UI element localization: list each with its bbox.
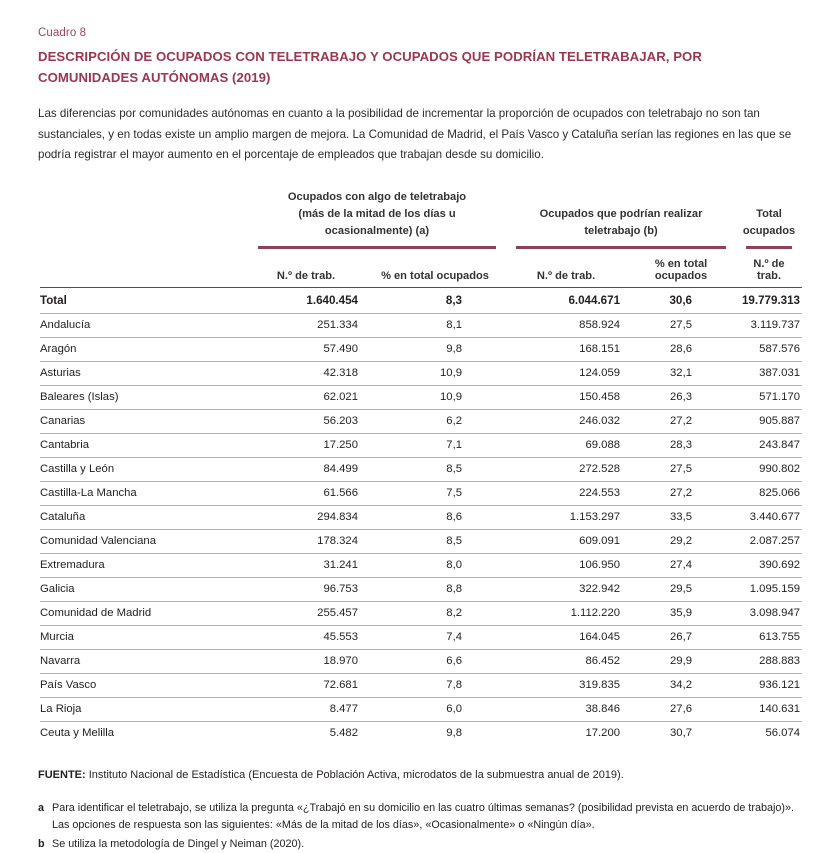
- cell-n-trab-1: 61.566: [248, 481, 364, 505]
- cell-total-ocupados: 3.098.947: [736, 601, 802, 625]
- cell-n-trab-1: 84.499: [248, 457, 364, 481]
- cell-n-trab-2: 246.032: [506, 409, 626, 433]
- cell-pct-2: 27,4: [626, 553, 736, 577]
- group-header-teletrabajo-potencial: [506, 183, 736, 254]
- table-row: [40, 577, 802, 601]
- cell-pct-1: 8,8: [364, 577, 506, 601]
- table-row: [40, 337, 802, 361]
- cell-n-trab-2: 272.528: [506, 457, 626, 481]
- cell-n-trab-1: 56.203: [248, 409, 364, 433]
- cell-total-ocupados: 56.074: [765, 727, 801, 740]
- row-label: Ceuta y Melilla: [40, 727, 115, 740]
- table-notes: [38, 767, 810, 853]
- cell-pct-1: 7,8: [364, 673, 506, 697]
- cell-n-trab-2: 322.942: [506, 577, 626, 601]
- row-label: Castilla-La Mancha: [40, 481, 248, 505]
- table-row: [40, 385, 802, 409]
- cell-n-trab-1: 178.324: [248, 529, 364, 553]
- cell-n-trab-1: 255.457: [248, 601, 364, 625]
- footnote-marker: b: [38, 837, 45, 850]
- cell-n-trab-2: 17.200: [585, 727, 621, 740]
- group-header-line2: teletrabajo (b): [584, 224, 658, 237]
- row-label: Extremadura: [40, 553, 248, 577]
- cell-pct-2: 30,7: [670, 727, 693, 740]
- cell-n-trab-2: 1.153.297: [506, 505, 626, 529]
- page-title: DESCRIPCIÓN DE OCUPADOS CON TELETRABAJO Y OCUPADOS QUE PODRÍAN TELETRABAJAR, POR COMUNIDADES AUTÓNOMAS (2019): [38, 48, 702, 85]
- data-table: [40, 183, 802, 745]
- row-label: Galicia: [40, 577, 248, 601]
- cell-pct-1: 8,1: [364, 313, 506, 337]
- column-header-row: [40, 254, 802, 288]
- cell-n-trab-2: 224.553: [506, 481, 626, 505]
- table-row: [40, 481, 802, 505]
- column-header-pct-2: % en total ocupados: [626, 254, 736, 288]
- cell-n-trab-1: 17.250: [248, 433, 364, 457]
- cell-pct-1: 8,6: [364, 505, 506, 529]
- cell-total-ocupados: 571.170: [736, 385, 802, 409]
- cell-total-ocupados: 387.031: [736, 361, 802, 385]
- footnote-text: Para identificar el teletrabajo, se utiliza la pregunta «¿Trabajó en su domicilio en las cuatro últimas semanas? (posibilidad prevista en acuerdo de trabajo)». Las opciones de respuesta son las siguientes: «Más de la mitad de los días», «Ocasionalmente» o «Ningún día».: [52, 801, 794, 832]
- cell-pct-2: 33,5: [626, 505, 736, 529]
- cell-pct-2: 29,2: [626, 529, 736, 553]
- cell-total-ocupados: 288.883: [736, 649, 802, 673]
- group-header-teletrabajo-actual: [248, 183, 506, 254]
- column-header-pct-1: % en total ocupados: [364, 254, 506, 288]
- cell-n-trab-2: 106.950: [506, 553, 626, 577]
- cell-n-trab-1: 1.640.454: [248, 287, 364, 313]
- cell-pct-2: 30,6: [626, 287, 736, 313]
- cell-n-trab-2: 6.044.671: [506, 287, 626, 313]
- cell-n-trab-1: 8.477: [248, 697, 364, 721]
- cell-total-ocupados: 613.755: [736, 625, 802, 649]
- source-text: Instituto Nacional de Estadística (Encuesta de Población Activa, microdatos de la submuestra anual de 2019).: [88, 768, 624, 781]
- cell-total-ocupados: 1.095.159: [736, 577, 802, 601]
- cell-n-trab-1: 45.553: [248, 625, 364, 649]
- cell-pct-1: 9,8: [446, 727, 463, 740]
- table-row: [40, 361, 802, 385]
- table-head: [40, 183, 802, 287]
- row-label: Andalucía: [40, 313, 248, 337]
- cell-pct-2: 32,1: [626, 361, 736, 385]
- column-header-n-trab-total: N.º de trab.: [736, 254, 802, 288]
- cell-n-trab-2: 609.091: [506, 529, 626, 553]
- cell-n-trab-1: 5.482: [329, 727, 358, 740]
- cell-n-trab-1: 294.834: [248, 505, 364, 529]
- cell-pct-1: 7,5: [364, 481, 506, 505]
- group-rule: [746, 246, 792, 249]
- cell-n-trab-2: 69.088: [506, 433, 626, 457]
- cell-n-trab-2: 124.059: [506, 361, 626, 385]
- row-label: Baleares (Islas): [40, 385, 248, 409]
- cell-pct-1: 6,0: [364, 697, 506, 721]
- cell-pct-2: 27,2: [626, 481, 736, 505]
- row-label: Total: [40, 287, 248, 313]
- group-header-line1: Ocupados que podrían realizar: [539, 208, 703, 221]
- table-number-label: Cuadro 8: [38, 27, 87, 39]
- cell-n-trab-2: 164.045: [506, 625, 626, 649]
- footnote-a: [38, 800, 810, 835]
- cell-pct-1: 8,5: [364, 457, 506, 481]
- row-label: Cantabria: [40, 433, 248, 457]
- cell-n-trab-1: 57.490: [248, 337, 364, 361]
- cell-total-ocupados: 825.066: [736, 481, 802, 505]
- table-row: [40, 697, 802, 721]
- cell-n-trab-2: 168.151: [506, 337, 626, 361]
- row-label: Canarias: [40, 409, 248, 433]
- cell-n-trab-1: 251.334: [248, 313, 364, 337]
- cell-total-ocupados: 3.119.737: [736, 313, 802, 337]
- footnote-b: [38, 836, 810, 853]
- cell-total-ocupados: 2.087.257: [736, 529, 802, 553]
- footnote-marker: a: [38, 801, 45, 814]
- cell-n-trab-1: 96.753: [248, 577, 364, 601]
- cell-n-trab-1: 18.970: [248, 649, 364, 673]
- row-label: Aragón: [40, 337, 248, 361]
- cell-pct-1: 8,0: [364, 553, 506, 577]
- cell-pct-1: 9,8: [364, 337, 506, 361]
- group-rule: [516, 246, 726, 249]
- row-label: País Vasco: [40, 673, 248, 697]
- table-row: [40, 433, 802, 457]
- cell-pct-1: 6,6: [364, 649, 506, 673]
- row-label: Asturias: [40, 361, 248, 385]
- group-header-line2: (más de la mitad de los días u ocasionalmente) (a): [298, 208, 456, 237]
- cell-pct-1: 10,9: [364, 361, 506, 385]
- cell-n-trab-2: 150.458: [506, 385, 626, 409]
- cell-total-ocupados: 390.692: [736, 553, 802, 577]
- cell-pct-2: 28,6: [626, 337, 736, 361]
- source-note: [38, 767, 810, 785]
- cell-pct-1: 8,2: [364, 601, 506, 625]
- cell-pct-2: 34,2: [626, 673, 736, 697]
- group-header-line1: Ocupados con algo de teletrabajo: [287, 191, 467, 204]
- cell-total-ocupados: 587.576: [736, 337, 802, 361]
- cell-pct-2: 29,5: [626, 577, 736, 601]
- cell-pct-2: 29,9: [626, 649, 736, 673]
- cell-n-trab-1: 31.241: [248, 553, 364, 577]
- row-label: Castilla y León: [40, 457, 248, 481]
- cell-pct-2: 35,9: [626, 601, 736, 625]
- table-row: [40, 409, 802, 433]
- table-row: [40, 505, 802, 529]
- row-label: La Rioja: [40, 697, 248, 721]
- cell-n-trab-1: 62.021: [248, 385, 364, 409]
- cell-pct-1: 7,1: [364, 433, 506, 457]
- intro-paragraph: Las diferencias por comunidades autónomas en cuanto a la posibilidad de incrementar la proporción de ocupados con teletrabajo no son tan sustanciales, y en todas existe un amplio margen de mejora. La Comunidad de Madrid, el País Vasco y Cataluña serían las regiones en las que se podría registrar el mayor aumento en el porcentaje de empleados que trabajan desde su domicilio.: [38, 107, 792, 162]
- cell-n-trab-2: 319.835: [506, 673, 626, 697]
- table-row: [40, 553, 802, 577]
- table-row: [40, 625, 802, 649]
- data-table-wrapper: [40, 183, 802, 745]
- cell-n-trab-2: 38.846: [506, 697, 626, 721]
- footnote-text: Se utiliza la metodología de Dingel y Neiman (2020).: [52, 837, 305, 850]
- row-label: Cataluña: [40, 505, 248, 529]
- cell-pct-2: 27,5: [626, 457, 736, 481]
- cell-n-trab-1: 72.681: [248, 673, 364, 697]
- row-label: Comunidad Valenciana: [40, 529, 248, 553]
- row-label: Navarra: [40, 649, 248, 673]
- cell-total-ocupados: 243.847: [736, 433, 802, 457]
- group-header-row: [40, 183, 802, 254]
- cell-total-ocupados: 140.631: [736, 697, 802, 721]
- table-body: [40, 287, 802, 745]
- cell-pct-1: 8,3: [364, 287, 506, 313]
- cell-pct-2: 27,5: [626, 313, 736, 337]
- column-header-n-trab-2: N.º de trab.: [506, 254, 626, 288]
- cell-pct-2: 28,3: [626, 433, 736, 457]
- table-row: [40, 529, 802, 553]
- table-row: [40, 721, 802, 745]
- cell-pct-2: 27,2: [626, 409, 736, 433]
- cell-n-trab-2: 858.924: [506, 313, 626, 337]
- cell-total-ocupados: 990.802: [736, 457, 802, 481]
- cell-pct-1: 10,9: [364, 385, 506, 409]
- cell-n-trab-2: 86.452: [506, 649, 626, 673]
- cell-pct-1: 6,2: [364, 409, 506, 433]
- column-header-n-trab-1: N.º de trab.: [248, 254, 364, 288]
- cell-total-ocupados: 19.779.313: [736, 287, 802, 313]
- cell-total-ocupados: 3.440.677: [736, 505, 802, 529]
- table-row: [40, 673, 802, 697]
- cell-pct-2: 26,7: [626, 625, 736, 649]
- column-header-blank: [40, 254, 248, 288]
- table-row: [40, 313, 802, 337]
- cell-pct-1: 8,5: [364, 529, 506, 553]
- table-row: [40, 601, 802, 625]
- cell-total-ocupados: 905.887: [736, 409, 802, 433]
- row-label: Murcia: [40, 625, 248, 649]
- group-header-total-ocupados: [736, 183, 802, 254]
- cell-n-trab-2: 1.112.220: [506, 601, 626, 625]
- group-header-line1: Total ocupados: [742, 208, 796, 237]
- group-rule: [258, 246, 496, 249]
- source-label: FUENTE:: [38, 768, 86, 781]
- cell-pct-1: 7,4: [364, 625, 506, 649]
- cell-total-ocupados: 936.121: [736, 673, 802, 697]
- table-row-total: [40, 287, 802, 313]
- cell-pct-2: 26,3: [626, 385, 736, 409]
- cell-pct-2: 27,6: [626, 697, 736, 721]
- table-row: [40, 457, 802, 481]
- row-label: Comunidad de Madrid: [40, 601, 248, 625]
- cell-n-trab-1: 42.318: [248, 361, 364, 385]
- group-header-blank: [40, 183, 248, 254]
- table-row: [40, 649, 802, 673]
